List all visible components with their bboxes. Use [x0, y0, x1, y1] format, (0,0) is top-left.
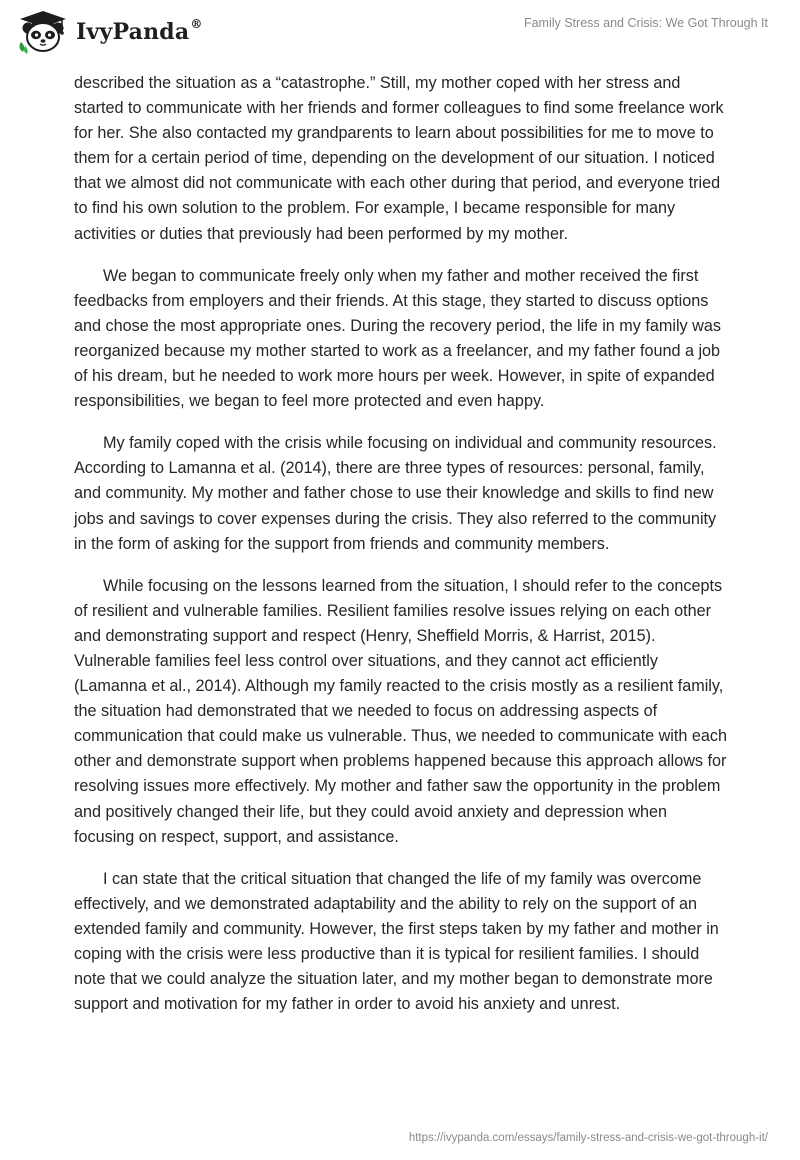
- paragraph: We began to communicate freely only when my father and mother received the first feedbacks from employers and their friends. At this stage, they started to discuss options and chose the most appropriate ones. During the recovery period, the life in my family was reorganized because my mother started to work as a freelancer, and my father found a job of his dream, but he needed to work more hours per week. However, in spite of expanded responsibilities, we began to feel more protected and even happy.: [74, 266, 721, 411]
- page-header: [0, 0, 800, 64]
- paragraph: I can state that the critical situation that changed the life of my family was overcome effectively, and we demonstrated adaptability and the ability to rely on the support of an extended family and community. However, the first steps taken by my father and mother in coping with the crisis were less productive than it is typical for resilient families. I should note that we could analyze the situation later, and my mother began to demonstrate more support and motivation for my father in order to avoid his anxiety and unrest.: [74, 869, 719, 1014]
- document-title: Family Stress and Crisis: We Got Through It: [523, 16, 768, 30]
- paragraph: While focusing on the lessons learned from the situation, I should refer to the concepts of resilient and vulnerable families. Resilient families resolve issues relying on each other and demonstrating support and respect (Henry, Sheffield Morris, & Harrist, 2015). Vulnerable families feel less control over situations, and they cannot act efficiently (Lamanna et al., 2014). Although my family reacted to the crisis mostly as a resilient family, the situation had demonstrated that we needed to focus on addressing aspects of communication that could make us vulnerable. Thus, we needed to communicate with each other and demonstrate support when problems happened because this approach allows for resolving issues more effectively. My mother and father saw the opportunity in the problem and positively changed their life, but they could avoid anxiety and depression when focusing on respect, support, and assistance.: [74, 576, 727, 846]
- source-url[interactable]: https://ivypanda.com/essays/family-stress-and-crisis-we-got-through-it/: [408, 1132, 768, 1144]
- registered-mark: ®: [190, 16, 203, 31]
- essay-body: [74, 71, 730, 1034]
- panda-graduate-icon: [14, 8, 72, 54]
- brand-name: IvyPanda®: [76, 16, 203, 45]
- ivypanda-logo[interactable]: [14, 8, 203, 54]
- paragraph: My family coped with the crisis while focusing on individual and community resources. According to Lamanna et al. (2014), there are three types of resources: personal, family, and community. My mother and father chose to use their knowledge and skills to find new jobs and savings to cover expenses during the crisis. They also referred to the community in the form of asking for the support from friends and community members.: [74, 434, 717, 553]
- paragraph: described the situation as a “catastrophe.” Still, my mother coped with her stress and started to communicate with her friends and former colleagues to find some freelance work for her. She also contacted my grandparents to learn about possibilities for me to move to them for a certain period of time, depending on the development of our situation. I noticed that we almost did not communicate with each other during that period, and everyone tried to find his own solution to the problem. For example, I became responsible for many activities or duties that previously had been performed by my mother.: [74, 74, 724, 243]
